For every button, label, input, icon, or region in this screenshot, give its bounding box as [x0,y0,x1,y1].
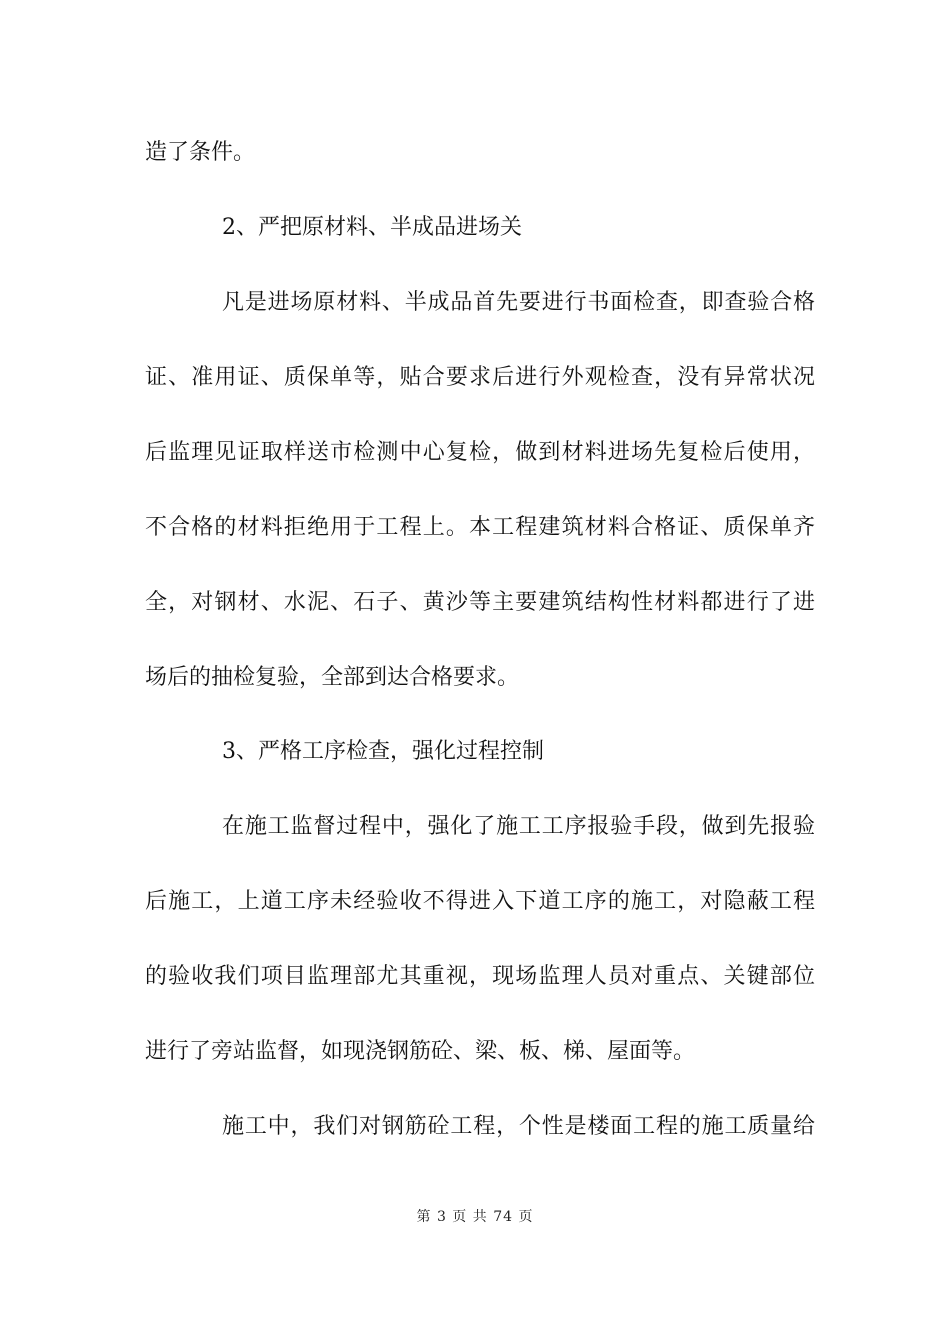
body-text-line: 的验收我们项目监理部尤其重视，现场监理人员对重点、关键部位 [145,964,815,989]
section-heading: 3、严格工序检查，强化过程控制 [222,739,544,764]
body-text-line: 凡是进场原材料、半成品首先要进行书面检查，即查验合格 [222,290,815,315]
body-text-line: 造了条件。 [145,140,256,165]
body-text-line: 施工中，我们对钢筋砼工程，个性是楼面工程的施工质量给 [222,1114,815,1139]
body-text-line: 证、准用证、质保单等，贴合要求后进行外观检查，没有异常状况 [145,365,815,390]
page-number-footer: 第 3 页 共 74 页 [416,1209,534,1225]
body-text-line: 全，对钢材、水泥、石子、黄沙等主要建筑结构性材料都进行了进 [145,590,815,615]
body-text-line: 不合格的材料拒绝用于工程上。本工程建筑材料合格证、质保单齐 [145,515,815,540]
body-text-line: 场后的抽检复验，全部到达合格要求。 [145,665,520,690]
section-heading: 2、严把原材料、半成品进场关 [222,215,522,240]
body-text-line: 后监理见证取样送市检测中心复检，做到材料进场先复检后使用， [145,440,815,465]
body-text-line: 在施工监督过程中，强化了施工工序报验手段，做到先报验 [222,814,815,839]
body-text-line: 进行了旁站监督，如现浇钢筋砼、梁、板、梯、屋面等。 [145,1039,696,1064]
body-text-line: 后施工，上道工序未经验收不得进入下道工序的施工，对隐蔽工程 [145,889,815,914]
